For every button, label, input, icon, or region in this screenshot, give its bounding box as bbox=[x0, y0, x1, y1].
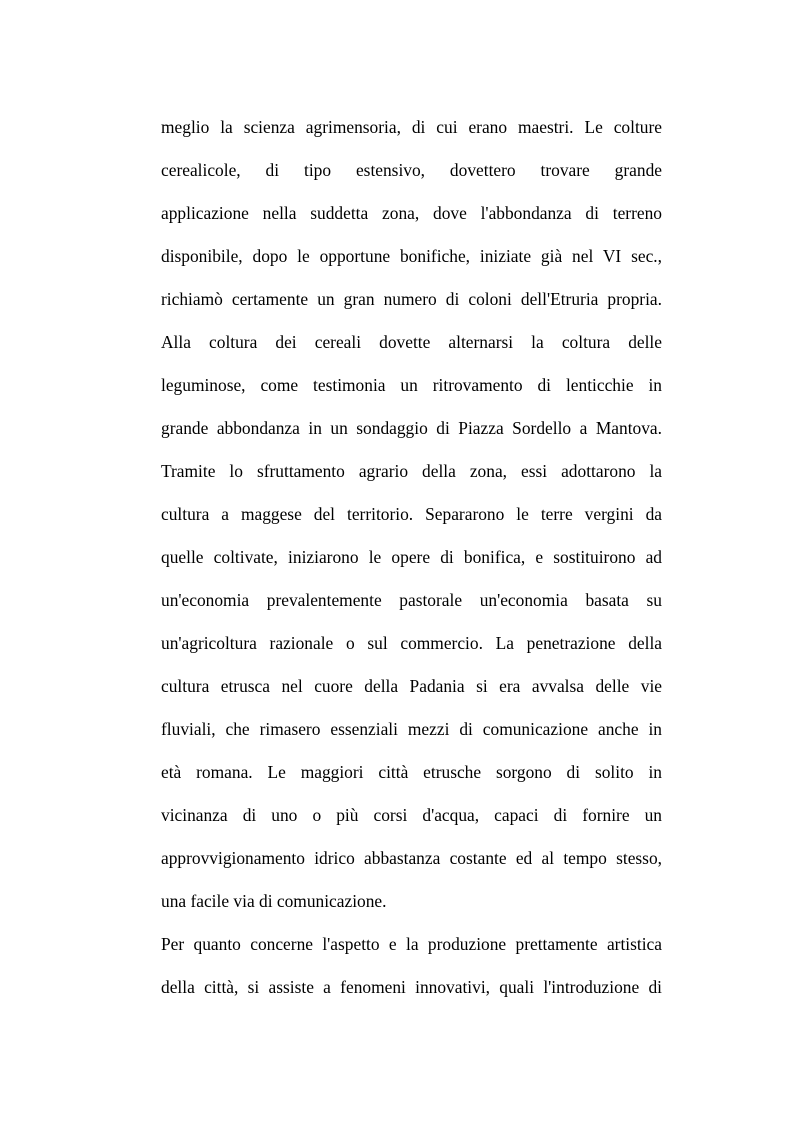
text-line: applicazione nella suddetta zona, dove l'abbondanza di terreno bbox=[161, 203, 662, 223]
text-line: Alla coltura dei cereali dovette alternarsi la coltura delle bbox=[161, 332, 662, 352]
paragraph-2 bbox=[161, 925, 662, 1011]
text-line: della città, si assiste a fenomeni innovativi, quali l'introduzione di bbox=[161, 977, 662, 997]
body-text bbox=[161, 108, 662, 1011]
text-line: Per quanto concerne l'aspetto e la produzione prettamente artistica bbox=[161, 934, 662, 954]
text-line: un'economia prevalentemente pastorale un'economia basata su bbox=[161, 590, 662, 610]
text-line: disponibile, dopo le opportune bonifiche, iniziate già nel VI sec., bbox=[161, 246, 662, 266]
text-line: richiamò certamente un gran numero di coloni dell'Etruria propria. bbox=[161, 289, 662, 309]
text-line: cultura a maggese del territorio. Separarono le terre vergini da bbox=[161, 504, 662, 524]
text-line: un'agricoltura razionale o sul commercio. La penetrazione della bbox=[161, 633, 662, 653]
text-line: quelle coltivate, iniziarono le opere di bonifica, e sostituirono ad bbox=[161, 547, 662, 567]
text-line: leguminose, come testimonia un ritrovamento di lenticchie in bbox=[161, 375, 662, 395]
text-line: grande abbondanza in un sondaggio di Piazza Sordello a Mantova. bbox=[161, 418, 662, 438]
text-line: vicinanza di uno o più corsi d'acqua, capaci di fornire un bbox=[161, 805, 662, 825]
text-line: approvvigionamento idrico abbastanza costante ed al tempo stesso, bbox=[161, 848, 662, 868]
text-line: Tramite lo sfruttamento agrario della zona, essi adottarono la bbox=[161, 461, 662, 481]
text-line: cerealicole, di tipo estensivo, dovettero trovare grande bbox=[161, 160, 662, 180]
text-line: età romana. Le maggiori città etrusche sorgono di solito in bbox=[161, 762, 662, 782]
paragraph-1 bbox=[161, 108, 662, 925]
text-line: una facile via di comunicazione. bbox=[161, 891, 387, 911]
text-line: cultura etrusca nel cuore della Padania si era avvalsa delle vie bbox=[161, 676, 662, 696]
text-line: fluviali, che rimasero essenziali mezzi di comunicazione anche in bbox=[161, 719, 662, 739]
text-line: meglio la scienza agrimensoria, di cui erano maestri. Le colture bbox=[161, 117, 662, 137]
